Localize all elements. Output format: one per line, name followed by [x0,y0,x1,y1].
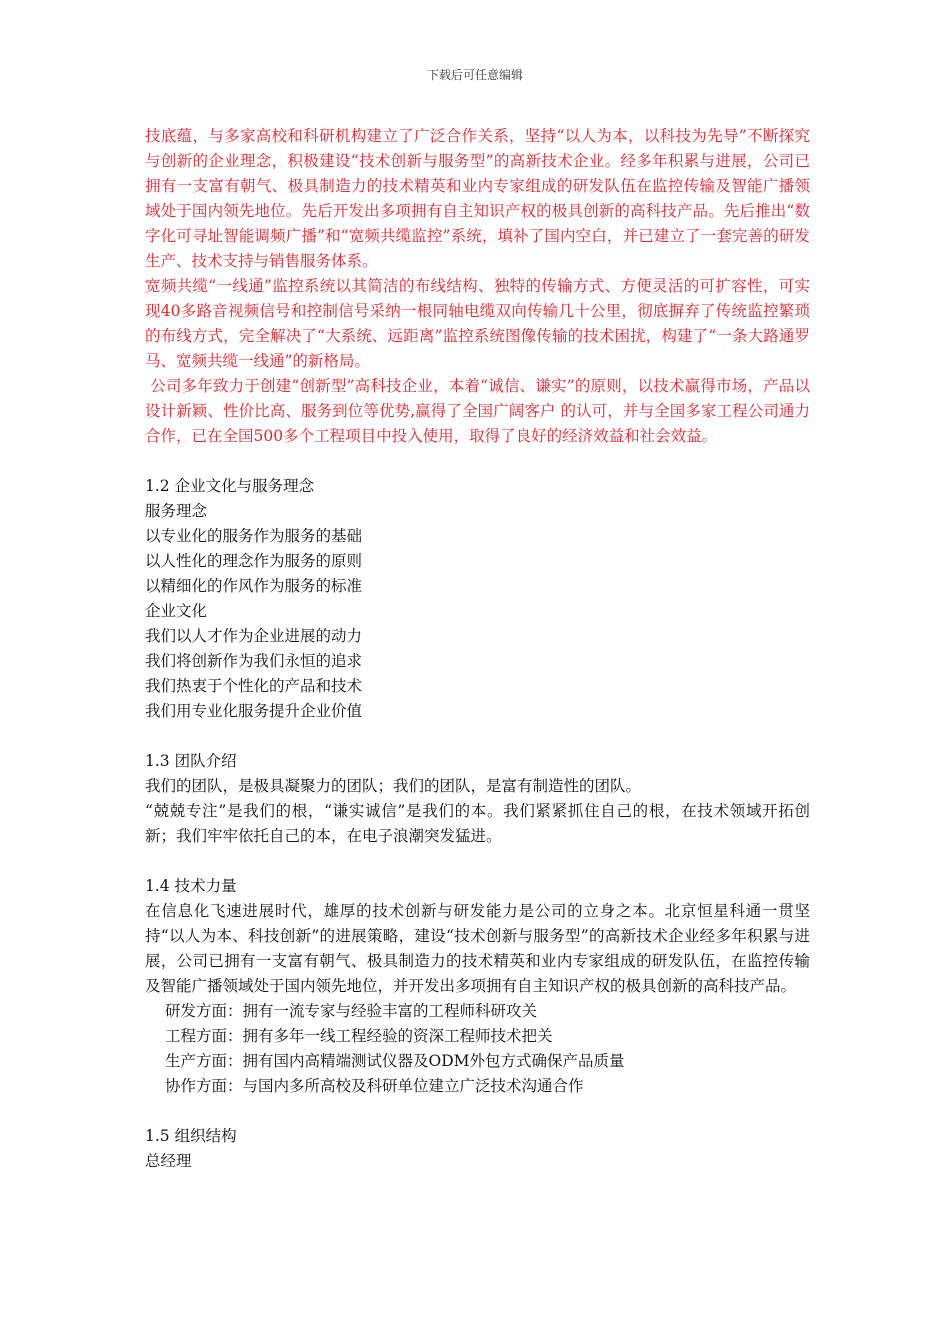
culture-line: 我们将创新作为我们永恒的追求 [145,652,363,670]
spacer [145,724,810,749]
culture-line: 以人性化的理念作为服务的原则 [145,552,363,570]
culture-line: 服务理念 [145,502,208,520]
page-header: 下载后可任意编辑 [426,68,523,82]
spacer [145,849,810,874]
culture-line: 我们以人才作为企业进展的动力 [145,627,363,645]
tech-paragraph: 在信息化飞速进展时代，雄厚的技术创新与研发能力是公司的立身之本。北京恒星科通一贯坚持“以人为本、科技创新”的进展策略，建设“技术创新与服务型”的高新技术企业经多年积累与进展，公司已拥有一支富有朝气、极具制造力的技术精英和业内专家组成的研发队伍，在监控传输及智能广播领域处于国内领先地位，并开发出多项拥有自主知识产权的极具创新的高科技产品。 [145,902,810,995]
intro-paragraph-1: 技底蕴，与多家高校和科研机构建立了广泛合作关系，坚持“以人为本，以科技为先导”不断探究与创新的企业理念，积极建设“技术创新与服务型”的高新技术企业。经多年积累与进展，公司已拥有一支富有朝气、极具制造力的技术精英和业内专家组成的研发队伍在监控传输及智能广播领域处于国内领先地位。先后开发出多项拥有自主知识产权的极具创新的高科技产品。先后推出“数字化可寻址智能调频广播”和“宽频共缆监控”系统，填补了国内空白，并已建立了一套完善的研发生产、技术支持与销售服务体系。 [145,127,810,270]
tech-item: 协作方面：与国内多所高校及科研单位建立广泛技术沟通合作 [165,1077,584,1095]
org-line: 总经理 [145,1152,192,1170]
culture-line: 以精细化的作风作为服务的标准 [145,577,363,595]
team-paragraph-2: “兢兢专注”是我们的根，“谦实诚信”是我们的本。我们紧紧抓住自己的根，在技术领域开拓创新；我们牢牢依托自己的本，在电子浪潮突发猛进。 [145,802,810,845]
tech-item: 生产方面：拥有国内高精端测试仪器及ODM外包方式确保产品质量 [165,1052,625,1070]
tech-item: 工程方面：拥有多年一线工程经验的资深工程师技术把关 [165,1027,553,1045]
culture-line: 我们用专业化服务提升企业价值 [145,702,363,720]
intro-paragraph-3: 公司多年致力于创建“创新型”高科技企业，本着“诚信、谦实”的原则，以技术赢得市场，产品以设计新颖、性价比高、服务到位等优势,赢得了全国广阔客户 的认可，并与全国多家工程公司通力合作，已在全国500多个工程项目中投入使用，取得了良好的经济效益和社会效益。 [145,377,810,445]
section-heading-tech: 1.4 技术力量 [145,877,237,895]
spacer [145,1099,810,1124]
section-heading-team: 1.3 团队介绍 [145,752,237,770]
culture-line: 以专业化的服务作为服务的基础 [145,527,363,545]
section-heading-culture: 1.2 企业文化与服务理念 [145,477,315,495]
spacer [145,449,810,474]
section-heading-org: 1.5 组织结构 [145,1127,237,1145]
culture-line: 企业文化 [145,602,208,620]
document-body [145,124,810,1174]
intro-paragraph-2: 宽频共缆“一线通”监控系统以其简洁的布线结构、独特的传输方式、方便灵活的可扩容性，可实现40多路音视频信号和控制信号采纳一根同轴电缆双向传输几十公里，彻底摒弃了传统监控繁琐的布线方式，完全解决了“大系统、远距离”监控系统图像传输的技术困扰，构建了“一条大路通罗马、宽频共缆一线通”的新格局。 [145,277,810,370]
culture-line: 我们热衷于个性化的产品和技术 [145,677,363,695]
tech-item: 研发方面：拥有一流专家与经验丰富的工程师科研攻关 [165,1002,538,1020]
team-paragraph-1: 我们的团队，是极具凝聚力的团队；我们的团队，是富有制造性的团队。 [145,777,642,795]
